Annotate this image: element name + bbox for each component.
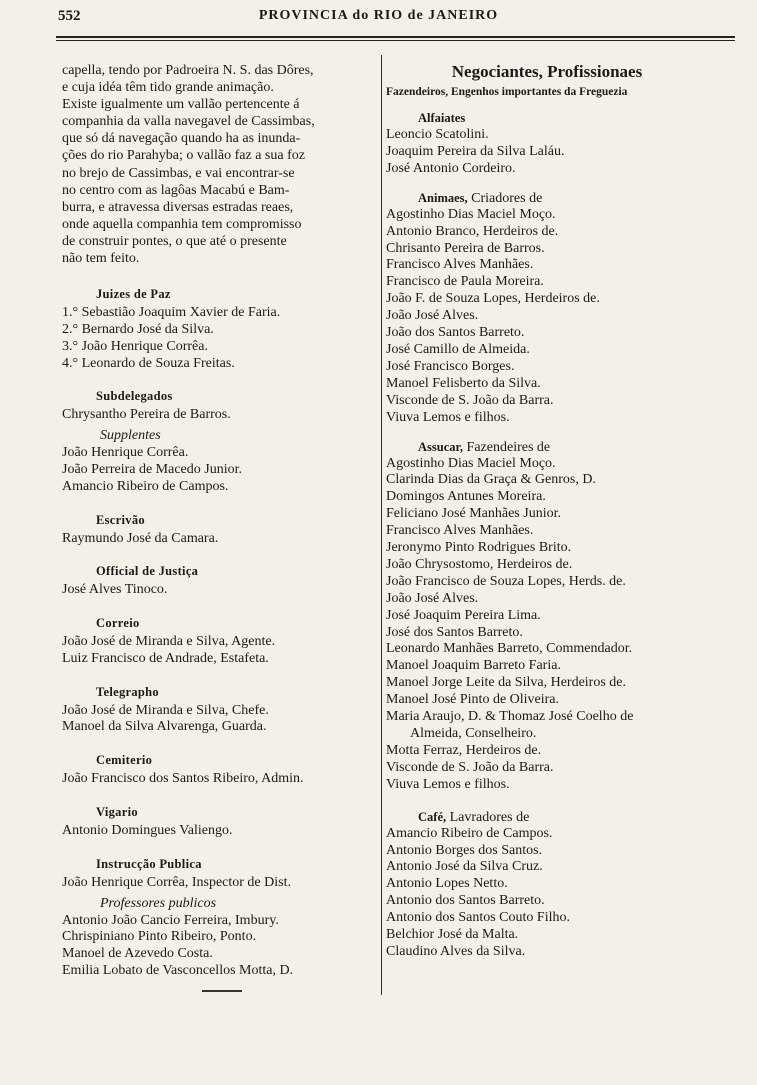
section-heading: Vigario [96, 805, 138, 820]
list-item: Emilia Lobato de Vasconcellos Motta, D. [62, 963, 294, 979]
sub-heading: Professores publicos [100, 895, 217, 911]
list-item: Clarinda Dias da Graça & Genros, D. [386, 472, 596, 488]
intro-line: burra, e atravessa diversas estradas reaes, [62, 199, 294, 215]
list-item: Manoel de Azevedo Costa. [62, 946, 213, 962]
section-heading: Cemiterio [96, 753, 153, 768]
category-heading [418, 111, 708, 127]
list-item: Motta Ferraz, Herdeiros de. [386, 742, 542, 758]
list-item: Leoncio Scatolini. [386, 127, 489, 142]
list-item: João Francisco de Souza Lopes, Herds. de. [386, 573, 626, 589]
section-instrucao [62, 857, 378, 992]
list-item: José Joaquim Pereira Lima. [386, 607, 541, 623]
category-title: Animaes, [418, 190, 468, 205]
list-item: Antonio Domingues Valiengo. [62, 823, 233, 839]
intro-line: companhia da valla navegavel de Cassimbas, [62, 114, 315, 130]
section-cafe [386, 810, 708, 961]
list-item: 2.° Bernardo José da Silva. [62, 321, 214, 337]
list-item: Amancio Ribeiro de Campos. [62, 478, 229, 494]
list-item: Francisco de Paula Moreira. [386, 274, 544, 290]
intro-paragraph [62, 62, 378, 267]
section-heading: Instrucção Publica [96, 856, 202, 871]
list-item: Agostinho Dias Maciel Moço. [386, 455, 556, 471]
list-item: João Chrysostomo, Herdeiros de. [386, 556, 573, 572]
list-item: Antonio João Cancio Ferreira, Imbury. [62, 912, 279, 928]
column-divider [381, 55, 382, 995]
list-item: Jeronymo Pinto Rodrigues Brito. [386, 540, 572, 556]
list-item: Claudino Alves da Silva. [386, 943, 526, 959]
list-item: Chrisanto Pereira de Barros. [386, 240, 545, 256]
left-column [62, 62, 378, 992]
list-item: Francisco Alves Manhães. [386, 257, 534, 273]
right-column [386, 62, 708, 961]
list-item: João José de Miranda e Silva, Chefe. [62, 702, 269, 718]
list-item: João F. de Souza Lopes, Herdeiros de. [386, 291, 600, 307]
list-item: José Francisco Borges. [386, 358, 515, 374]
list-item: Visconde de S. João da Barra. [386, 759, 554, 775]
intro-line: de construir pontes, o que até o presente [62, 233, 287, 249]
list-item: Visconde de S. João da Barra. [386, 392, 554, 408]
category-heading [418, 191, 708, 207]
right-subtitle: Fazendeiros, Engenhos importantes da Freguezia [386, 86, 628, 98]
section-animaes [386, 191, 708, 427]
list-item: Luiz Francisco de Andrade, Estafeta. [62, 650, 269, 666]
category-title: Alfaiates [418, 111, 466, 125]
list-item: Manoel Joaquim Barreto Faria. [386, 658, 561, 674]
list-item: Domingos Antunes Moreira. [386, 489, 546, 505]
end-rule [202, 990, 242, 992]
list-item: 3.° João Henrique Corrêa. [62, 338, 208, 354]
category-heading [418, 810, 708, 826]
section-subdelegados [62, 389, 378, 495]
category-subtitle: Fazendeires de [463, 439, 551, 455]
list-item: Manoel Jorge Leite da Silva, Herdeiros de. [386, 675, 627, 691]
intro-line: ções do rio Parahyba; o vallão faz a sua foz [62, 148, 305, 164]
list-item: João Perreira de Macedo Junior. [62, 461, 242, 477]
list-item: Manoel José Pinto de Oliveira. [386, 692, 560, 708]
list-item: Almeida, Conselheiro. [410, 726, 537, 741]
page-number: 552 [58, 8, 81, 24]
section-heading: Juizes de Paz [96, 287, 171, 302]
list-item: João dos Santos Barreto. [386, 325, 525, 341]
list-item: José dos Santos Barreto. [386, 624, 523, 640]
section-telegrapho [62, 685, 378, 737]
list-item: Feliciano José Manhães Junior. [386, 506, 561, 522]
list-item: Viuva Lemos e filhos. [386, 776, 510, 792]
category-title: Assucar, [418, 439, 464, 454]
section-heading: Correio [96, 616, 140, 631]
intro-line: Existe igualmente um vallão pertencente á [62, 97, 300, 113]
list-item: José Antonio Cordeiro. [386, 160, 516, 176]
list-item: Francisco Alves Manhães. [386, 523, 534, 539]
list-item: João Henrique Corrêa. [62, 445, 189, 461]
category-title: Café, [418, 809, 447, 824]
page-title: PROVINCIA do RIO de JANEIRO [258, 8, 499, 23]
list-item: João José de Miranda e Silva, Agente. [62, 634, 276, 650]
intro-line: que só dá navegação quando ha as inunda- [62, 131, 301, 147]
list-item: Antonio Lopes Netto. [386, 876, 508, 892]
category-heading [418, 440, 708, 456]
list-item: João Henrique Corrêa, Inspector de Dist. [62, 874, 291, 890]
section-assucar [386, 440, 708, 794]
intro-line: não tem feito. [62, 251, 140, 267]
list-item: Chrispiniano Pinto Ribeiro, Ponto. [62, 929, 257, 945]
section-heading: Subdelegados [96, 389, 173, 404]
header-rule [56, 36, 735, 41]
intro-line: no brejo de Cassimbas, e vai encontrar-se [62, 165, 295, 181]
list-item: Raymundo José da Camara. [62, 530, 219, 546]
list-item: José Camillo de Almeida. [386, 341, 530, 357]
list-item: Joaquim Pereira da Silva Laláu. [386, 143, 565, 159]
list-item: João Francisco dos Santos Ribeiro, Admin. [62, 771, 304, 787]
section-vigario [62, 805, 378, 840]
intro-line: capella, tendo por Padroeira N. S. das Dôres, [62, 63, 314, 78]
list-item: Manoel Felisberto da Silva. [386, 375, 541, 391]
section-heading: Official de Justiça [96, 564, 199, 579]
intro-line: onde aquella companhia tem compromisso [62, 216, 302, 232]
section-heading: Telegrapho [96, 684, 159, 699]
list-item: Antonio dos Santos Couto Filho. [386, 910, 570, 926]
section-cemiterio [62, 753, 378, 788]
list-item: Antonio José da Silva Cruz. [386, 859, 543, 875]
list-item: Leonardo Manhães Barreto, Commendador. [386, 641, 633, 657]
category-subtitle: Lavradores de [446, 809, 530, 825]
section-heading: Escrivão [96, 512, 145, 527]
list-item: Amancio Ribeiro de Campos. [386, 825, 553, 841]
section-alfaiates [386, 111, 708, 178]
list-item: João José Alves. [386, 590, 479, 606]
intro-line: e cuja idéa têm tido grande animação. [62, 80, 274, 96]
list-item: Antonio dos Santos Barreto. [386, 893, 545, 909]
right-title: Negociantes, Profissionaes [451, 62, 643, 81]
list-item: Manoel da Silva Alvarenga, Guarda. [62, 719, 267, 735]
section-escrivao [62, 513, 378, 548]
list-item: 1.° Sebastião Joaquim Xavier de Faria. [62, 305, 281, 321]
sub-heading: Supplentes [100, 428, 161, 444]
list-item: Antonio Borges dos Santos. [386, 842, 543, 858]
list-item: João José Alves. [386, 308, 479, 324]
section-justica [62, 564, 378, 599]
page-header [0, 8, 757, 34]
section-juizes [62, 287, 378, 372]
list-item: Viuva Lemos e filhos. [386, 409, 510, 425]
intro-line: no centro com as lagôas Macabú e Bam- [62, 182, 290, 198]
list-item: Belchior José da Malta. [386, 927, 519, 943]
category-subtitle: Criadores de [467, 190, 543, 206]
list-item: Chrysantho Pereira de Barros. [62, 407, 231, 423]
list-item: Maria Araujo, D. & Thomaz José Coelho de [386, 709, 634, 725]
section-correio [62, 616, 378, 668]
list-item: 4.° Leonardo de Souza Freitas. [62, 355, 235, 371]
list-item: José Alves Tinoco. [62, 582, 168, 598]
list-item: Antonio Branco, Herdeiros de. [386, 223, 559, 239]
list-item: Agostinho Dias Maciel Moço. [386, 206, 556, 222]
